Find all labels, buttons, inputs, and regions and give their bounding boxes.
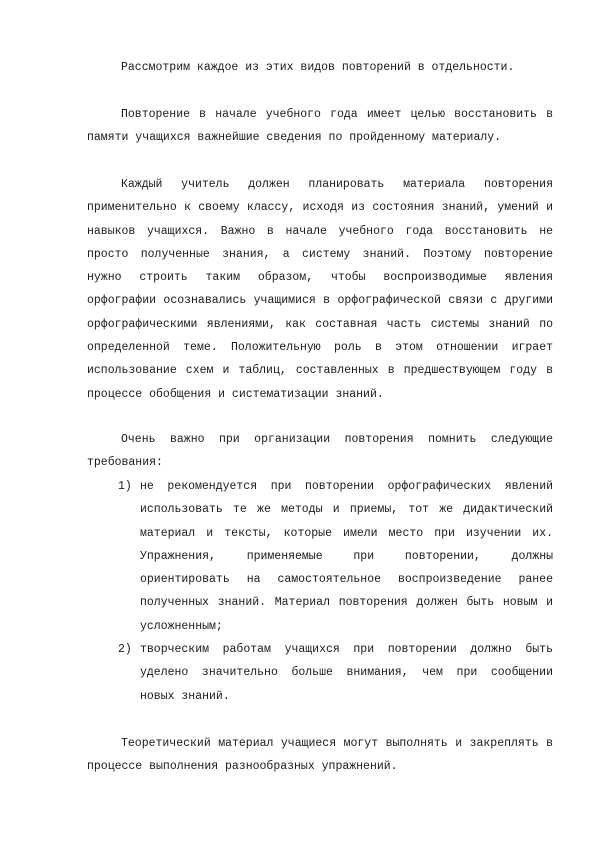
list-item [118,638,553,708]
list-item-text: не рекомендуется при повторении орфографических явлений использовать те же методы и приемы, тот же дидактический материал и тексты, которые имели место при изучении их. Упражнения, применяемые при повторении, должны ориентировать на самостоятельное воспроизведение ранее полученных знаний. Материал повторения должен быть новым и усложненным; [140,480,553,633]
list-item-number: 1) [118,480,132,493]
paragraph-closing: Теоретический материал учащиеся могут выполнять и закреплять в процессе выполнения разнообразных упражнений. [87,737,553,774]
list-item-text: творческим работам учащихся при повторении должно быть уделено значительно больше внимания, чем при сообщении новых знаний. [140,643,553,703]
paragraph-teacher-planning: Каждый учитель должен планировать материала повторения применительно к своему классу, исходя из состояния знаний, умений и навыков учащихся. Важно в начале учебного года восстановить не просто полученные знания, а систему знаний. Поэтому повторение нужно строить таким образом, чтобы воспроизводимые явления орфографии осознавались учащимися в орфографической связи с другими орфографическими явлениями, как составная часть системы знаний по определенной теме. Положительную роль в этом отношении играет использование схем и таблиц, составленных в предшествующем году в процессе обобщения и систематизации знаний. [87,178,553,401]
list-item [118,475,553,638]
paragraph-start-of-year: Повторение в начале учебного года имеет целью восстановить в памяти учащихся важнейшие сведения по пройденному материалу. [87,108,553,145]
paragraph-requirements-intro: Очень важно при организации повторения помнить следующие требования: [87,433,553,470]
paragraph-intro: Рассмотрим каждое из этих видов повторений в отдельности. [121,61,515,74]
list-item-number: 2) [118,643,132,656]
